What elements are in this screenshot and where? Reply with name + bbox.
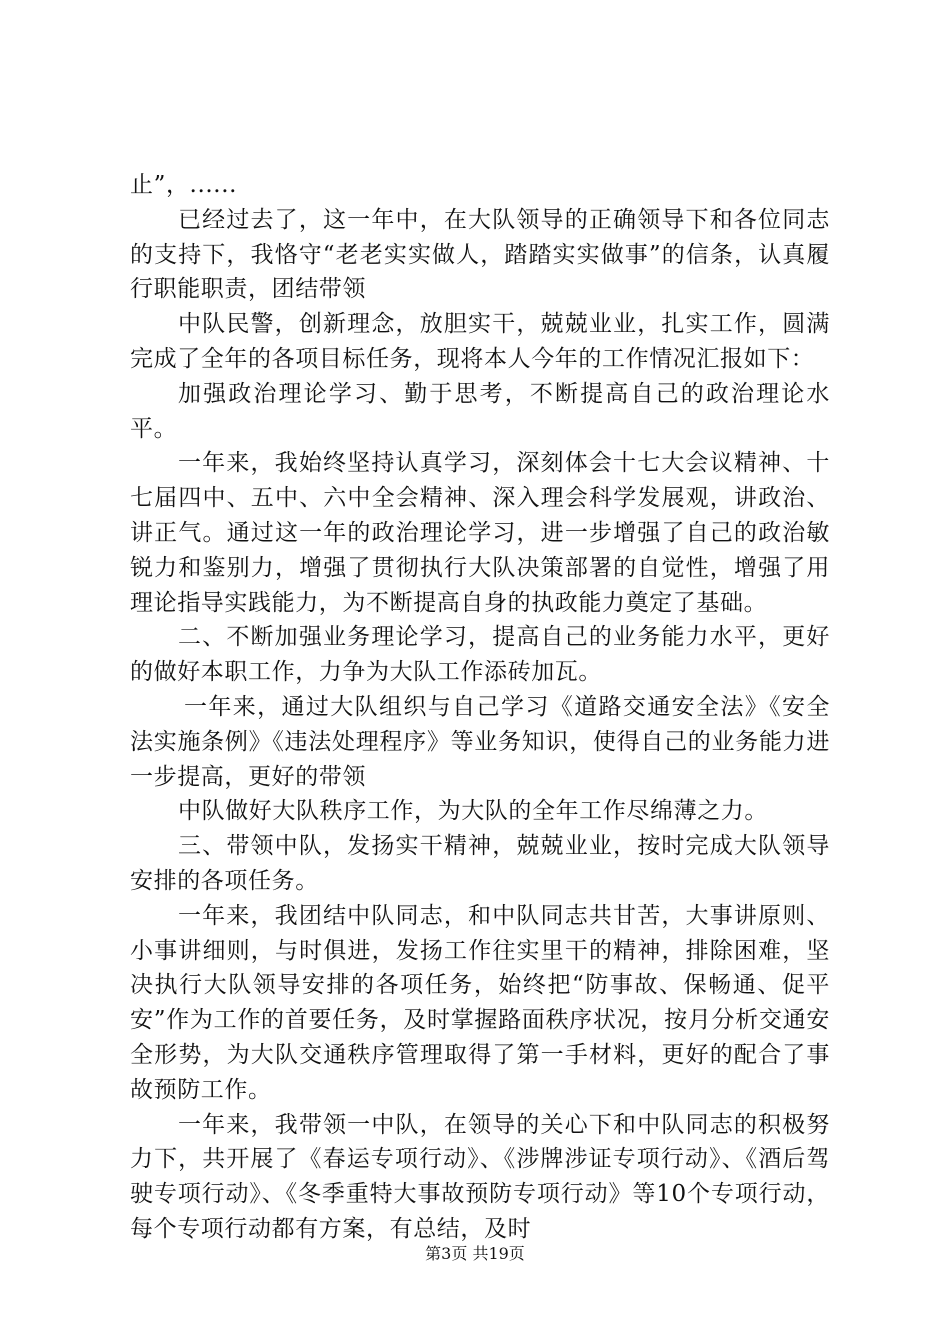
page-footer: 第3页 共19页 — [425, 1244, 525, 1263]
paragraph-5: 一年来，我始终坚持认真学习，深刻体会十七大会议精神、十七届四中、五中、六中全会精神、深入理会科学发展观，讲政治、讲正气。通过这一年的政治理论学习，进一步增强了自己的政治敏锐力和鉴别力，增强了贯彻执行大队决策部署的自觉性，增强了用理论指导实践能力，为不断提高自身的执政能力奠定了基础。 — [130, 450, 830, 616]
paragraph-4: 加强政治理论学习、勤于思考，不断提高自己的政治理论水平。 — [130, 380, 830, 442]
paragraph-9: 三、带领中队，发扬实干精神，兢兢业业，按时完成大队领导安排的各项任务。 — [130, 833, 830, 894]
body-text — [130, 168, 830, 1247]
paragraph-11: 一年来，我带领一中队，在领导的关心下和中队同志的积极努力下，共开展了《春运专项行动》、《涉牌涉证专项行动》、《酒后驾驶专项行动》、《冬季重特大事故预防专项行动》等10个专项行动，每个专项行动都有方案，有总结，及时 — [130, 1111, 830, 1242]
paragraph-6: 二、不断加强业务理论学习，提高自己的业务能力水平，更好的做好本职工作，力争为大队工作添砖加瓦。 — [130, 624, 830, 686]
paragraph-2: 已经过去了，这一年中，在大队领导的正确领导下和各位同志的支持下，我恪守“老老实实做人，踏踏实实做事”的信条，认真履行职能职责，团结带领 — [130, 206, 830, 303]
paragraph-7: 一年来，通过大队组织与自己学习《道路交通安全法》《安全法实施条例》《违法处理程序》等业务知识，使得自己的业务能力进一步提高，更好的带领 — [130, 693, 830, 790]
paragraph-8: 中队做好大队秩序工作，为大队的全年工作尽绵薄之力。 — [178, 798, 768, 825]
paragraph-3: 中队民警，创新理念，放胆实干，兢兢业业，扎实工作，圆满完成了全年的各项目标任务，现将本人今年的工作情况汇报如下： — [130, 311, 830, 372]
paragraph-1: 止”，...... — [130, 172, 238, 198]
paragraph-10: 一年来，我团结中队同志，和中队同志共甘苦，大事讲原则、小事讲细则，与时俱进，发扬工作往实里干的精神，排除困难，坚决执行大队领导安排的各项任务，始终把“防事故、保畅通、促平安”作为工作的首要任务，及时掌握路面秩序状况，按月分析交通安全形势，为大队交通秩序管理取得了第一手材料，更好的配合了事故预防工作。 — [130, 902, 830, 1103]
